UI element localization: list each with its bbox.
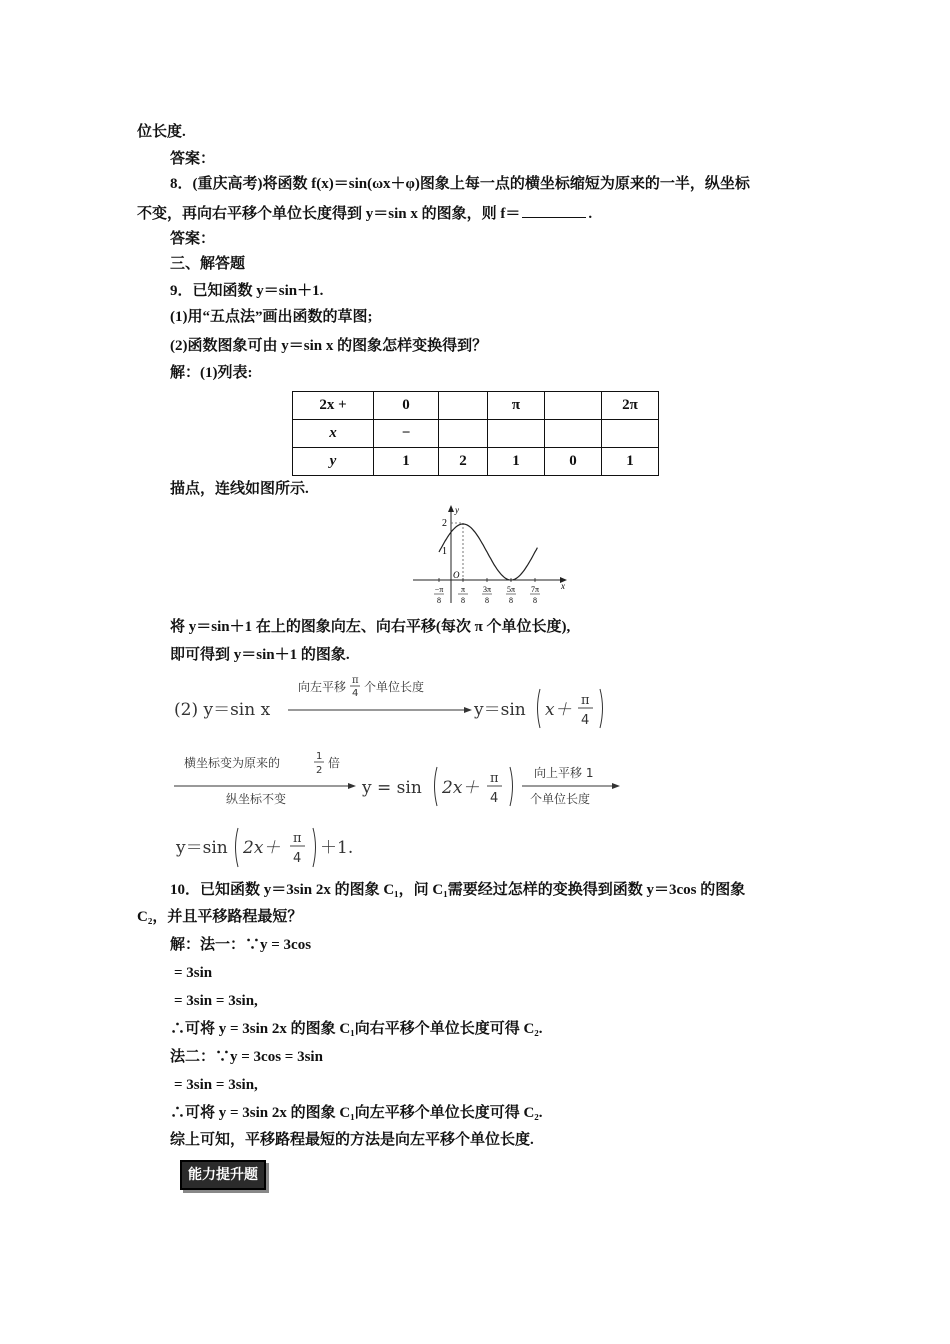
result-expression: y＝sin (474, 700, 526, 720)
arrow-label: 向上平移 1 (534, 766, 594, 780)
x-tick-numerator: 3π (482, 585, 492, 594)
transform-step-3 (170, 820, 390, 874)
table-cell (602, 420, 659, 448)
expression-part: ＋1. (320, 838, 354, 858)
table-cell (488, 420, 545, 448)
y-axis-arrow (448, 505, 454, 512)
arrow-label: 倍 (328, 756, 341, 770)
paren-right (510, 767, 513, 806)
arrow-label: 横坐标变为原来的 (184, 756, 281, 770)
question-9: 9．已知函数 y＝sin＋1. (170, 283, 324, 299)
arrow-head (348, 783, 356, 789)
x-tick-denominator: 8 (509, 596, 513, 605)
table-row (293, 420, 659, 448)
question-9-part1: (1)用“五点法”画出函数的草图; (170, 309, 373, 325)
solution-line: = 3sin (174, 965, 213, 981)
table-cell: 1 (374, 448, 439, 476)
table-row (293, 448, 659, 476)
section-badge: 能力提升题 (180, 1160, 266, 1190)
paren-left (538, 689, 541, 728)
solution-line: = 3sin = 3sin, (174, 1077, 258, 1093)
fraction-denominator: 2 (316, 765, 323, 776)
table-cell: 0 (545, 448, 602, 476)
fraction-numerator: π (581, 693, 590, 708)
table-cell: π (488, 392, 545, 420)
fraction-denominator: 4 (490, 791, 499, 806)
question-9-part2: (2)函数图象可由 y＝sin x 的图象怎样变换得到？ (170, 338, 488, 354)
section-heading: 三、解答题 (170, 256, 246, 272)
arrow-label: 向左平移 (298, 680, 347, 694)
arrow-label: 个单位长度 (530, 792, 591, 806)
y-tick-label: 2 (442, 518, 447, 529)
x-tick-numerator: 5π (506, 585, 516, 594)
table-cell (439, 392, 488, 420)
y-axis-label: y (455, 505, 459, 515)
y-tick-label: 1 (442, 546, 447, 557)
x-tick-numerator: −π (434, 585, 444, 594)
table-cell: x (293, 420, 374, 448)
x-tick-denominator: 8 (533, 596, 537, 605)
question-10-cont: C₂，并且平移路程最短？ (137, 909, 303, 925)
table-cell: 2x + (293, 392, 374, 420)
result-expression: y = sin (362, 778, 422, 798)
x-tick-numerator: π (460, 585, 466, 594)
table-cell: − (374, 420, 439, 448)
arrow-head (464, 707, 472, 713)
fraction-denominator: 4 (352, 688, 359, 699)
x-tick-numerator: 7π (530, 585, 540, 594)
expression-part: 2x＋ (442, 778, 480, 798)
table-cell: 0 (374, 392, 439, 420)
fraction-denominator: 4 (581, 713, 590, 728)
solution-line: = 3sin = 3sin, (174, 993, 258, 1009)
transform-step-1 (170, 672, 630, 738)
fraction-numerator: π (490, 771, 499, 786)
result-expression: y＝sin (176, 838, 228, 858)
text-line: 位长度. (137, 124, 186, 140)
sine-graph (405, 503, 575, 607)
x-ticks (434, 578, 540, 605)
x-axis-label: x (561, 581, 565, 591)
value-table (292, 391, 659, 476)
arrow-head (612, 783, 620, 789)
start-expression: (2) y＝sin x (174, 700, 271, 720)
question-10: 10．已知函数 y＝3sin 2x 的图象 C₁，问 C₁需要经过怎样的变换得到函数 y＝3cos 的图象 (170, 882, 746, 898)
answer-label: 答案： (170, 151, 216, 167)
table-cell: 1 (488, 448, 545, 476)
solution-line: 解：法一：∵y = 3cos (170, 937, 312, 953)
fraction-denominator: 4 (293, 851, 302, 866)
paren-left (435, 767, 438, 806)
question-8-text: 不变，再向右平移个单位长度得到 y＝sin x 的图象，则 f＝ (137, 206, 521, 222)
expression-part: 2x＋ (243, 838, 281, 858)
table-cell (545, 392, 602, 420)
x-tick-denominator: 8 (485, 596, 489, 605)
text-line: 描点，连线如图所示. (170, 481, 309, 497)
x-tick-denominator: 8 (437, 596, 441, 605)
solution-label: 解：(1)列表: (170, 365, 253, 381)
arrow-label: 纵坐标不变 (226, 792, 287, 806)
solution-line: 法二：∵y = 3cos = 3sin (170, 1049, 323, 1065)
x-tick-denominator: 8 (461, 596, 465, 605)
period: . (588, 206, 593, 222)
text-line: 即可得到 y＝sin＋1 的图象. (170, 647, 350, 663)
table-cell (439, 420, 488, 448)
paren-right (600, 689, 603, 728)
paren-left (236, 828, 239, 867)
table-cell: y (293, 448, 374, 476)
fraction-numerator: 1 (316, 751, 323, 762)
expression-part: x＋ (545, 700, 572, 720)
question-8-cont (137, 203, 592, 224)
table-cell (545, 420, 602, 448)
fraction-numerator: π (352, 675, 359, 686)
fraction-numerator: π (293, 831, 302, 846)
answer-blank[interactable] (522, 203, 586, 218)
answer-label: 答案： (170, 231, 216, 247)
question-8: 8．(重庆高考)将函数 f(x)＝sin(ωx＋φ)图象上每一点的横坐标缩短为原来的一半，纵坐标 (170, 176, 750, 192)
origin-label: O (453, 570, 460, 580)
conclusion-line: 综上可知，平移路程最短的方法是向左平移个单位长度. (170, 1132, 534, 1148)
paren-right (313, 828, 316, 867)
table-row (293, 392, 659, 420)
table-cell: 2π (602, 392, 659, 420)
table-cell: 2 (439, 448, 488, 476)
transform-step-2 (170, 745, 630, 815)
solution-line: ∴可将 y = 3sin 2x 的图象 C₁向左平移个单位长度可得 C₂. (170, 1105, 543, 1121)
text-line: 将 y＝sin＋1 在上的图象向左、向右平移(每次 π 个单位长度), (170, 619, 571, 635)
table-cell: 1 (602, 448, 659, 476)
solution-line: ∴可将 y = 3sin 2x 的图象 C₁向右平移个单位长度可得 C₂. (170, 1021, 543, 1037)
arrow-label: 个单位长度 (364, 680, 425, 694)
